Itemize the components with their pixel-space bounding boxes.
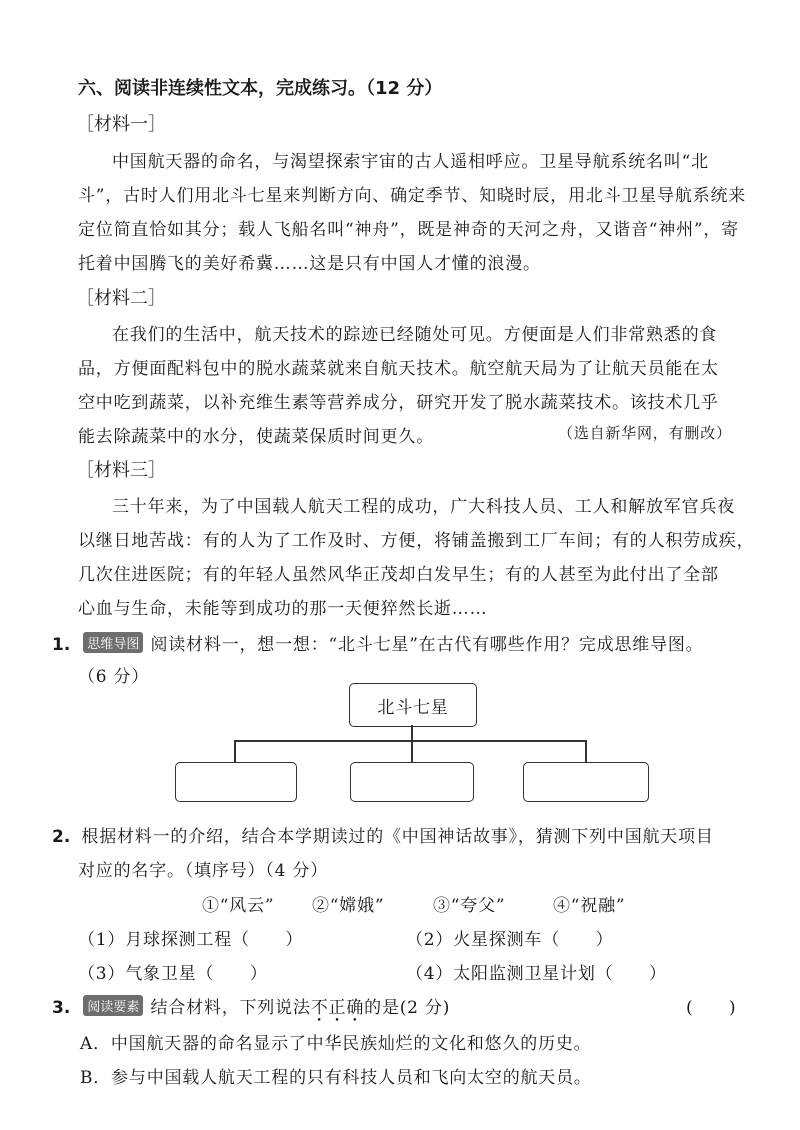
material-2-label: ［材料二］ <box>76 288 166 309</box>
question-number: 1. <box>52 635 71 655</box>
question-2-text-cont: 对应的名字。（填序号）（4 分） <box>78 861 329 881</box>
q2-option: ④“祝融” <box>553 896 626 916</box>
material-2-source: （选自新华网，有删改） <box>558 424 732 442</box>
emphasis-char: 不 <box>310 998 329 1018</box>
answer-paren[interactable]: ( ) <box>686 998 737 1018</box>
material-1-line: 托着中国腾飞的美好希冀……这是只有中国人才懂的浪漫。 <box>78 254 541 274</box>
mindmap-connector <box>234 740 586 742</box>
question-2-text: 根据材料一的介绍，结合本学期读过的《中国神话故事》，猜测下列中国航天项目 <box>81 827 714 847</box>
material-3-line: 心血与生命，未能等到成功的那一天便猝然长逝…… <box>78 599 488 619</box>
mindmap-root-label: 北斗七星 <box>377 697 449 718</box>
material-1-line: 斗”，古时人们用北斗七星来判断方向、确定季节、知晓时辰，用北斗卫星导航系统来 <box>78 186 747 206</box>
material-2-line: 空中吃到蔬菜，以补充维生素等营养成分，研究开发了脱水蔬菜技术。该技术几乎 <box>78 393 719 413</box>
material-1-label: ［材料一］ <box>76 114 166 135</box>
mindmap-connector <box>585 740 587 762</box>
mindmap-connector <box>411 725 413 741</box>
reading-element-tag: 阅读要素 <box>83 995 143 1016</box>
question-1 <box>52 630 703 655</box>
emphasis-char: 确 <box>346 998 365 1018</box>
question-3 <box>52 993 450 1018</box>
question-1-text: 阅读材料一，想一想：“北斗七星”在古代有哪些作用？完成思维导图。 <box>150 635 704 655</box>
q3-option-a[interactable]: A．中国航天器的命名显示了中华民族灿烂的文化和悠久的历史。 <box>80 1034 592 1054</box>
material-3-label: ［材料三］ <box>76 460 166 481</box>
mindmap-answer-box[interactable] <box>350 762 474 802</box>
material-3-line: 三十年来，为了中国载人航天工程的成功，广大科技人员、工人和解放军官兵夜 <box>112 497 735 517</box>
q3-option-b[interactable]: B．参与中国载人航天工程的只有科技人员和飞向太空的航天员。 <box>80 1068 592 1088</box>
question-3-text-post: 的是(2 分) <box>364 998 451 1018</box>
material-3-line: 以继日地苦战：有的人为了工作及时、方便，将铺盖搬到工厂车间；有的人积劳成疾， <box>78 531 755 551</box>
mindmap-connector <box>234 740 236 762</box>
question-3-text-pre: 结合材料，下列说法 <box>150 998 311 1018</box>
material-2-line: 能去除蔬菜中的水分，使蔬菜保质时间更久。 <box>78 427 434 447</box>
question-number: 2. <box>52 827 71 847</box>
q2-option: ③“夸父” <box>433 896 506 916</box>
q2-item[interactable]: （3）气象卫星（ ） <box>78 964 268 984</box>
question-2 <box>52 822 714 847</box>
emphasis-char: 正 <box>328 998 347 1018</box>
mindmap-root-box <box>349 683 477 727</box>
mindmap-answer-box[interactable] <box>175 762 297 802</box>
material-1-line: 定位简直恰如其分；载人飞船名叫“神舟”，既是神奇的天河之舟，又谐音“神州”，寄 <box>78 220 739 240</box>
mindmap-tag: 思维导图 <box>83 632 143 653</box>
question-1-score: （6 分） <box>78 667 150 687</box>
q2-item[interactable]: （1）月球探测工程（ ） <box>78 930 304 950</box>
mindmap-answer-box[interactable] <box>523 762 649 802</box>
q2-item[interactable]: （2）火星探测车（ ） <box>406 930 614 950</box>
material-1-line: 中国航天器的命名，与渴望探索宇宙的古人遥相呼应。卫星导航系统名叫“北 <box>112 152 709 172</box>
q2-option: ①“风云” <box>202 896 275 916</box>
material-2-line: 在我们的生活中，航天技术的踪迹已经随处可见。方便面是人们非常熟悉的食 <box>112 325 718 345</box>
question-3-text <box>151 998 451 1018</box>
q2-item[interactable]: （4）太阳监测卫星计划（ ） <box>406 964 667 984</box>
q2-option: ②“嫦娥” <box>312 896 385 916</box>
material-2-line: 品，方便面配料包中的脱水蔬菜就来自航天技术。航空航天局为了让航天员能在太 <box>78 359 719 379</box>
mindmap-connector <box>411 740 413 762</box>
question-number: 3. <box>52 998 71 1018</box>
section-title: 六、阅读非连续性文本，完成练习。（12 分） <box>78 78 443 99</box>
material-3-line: 几次住进医院；有的年轻人虽然风华正茂却白发早生；有的人甚至为此付出了全部 <box>78 565 719 585</box>
